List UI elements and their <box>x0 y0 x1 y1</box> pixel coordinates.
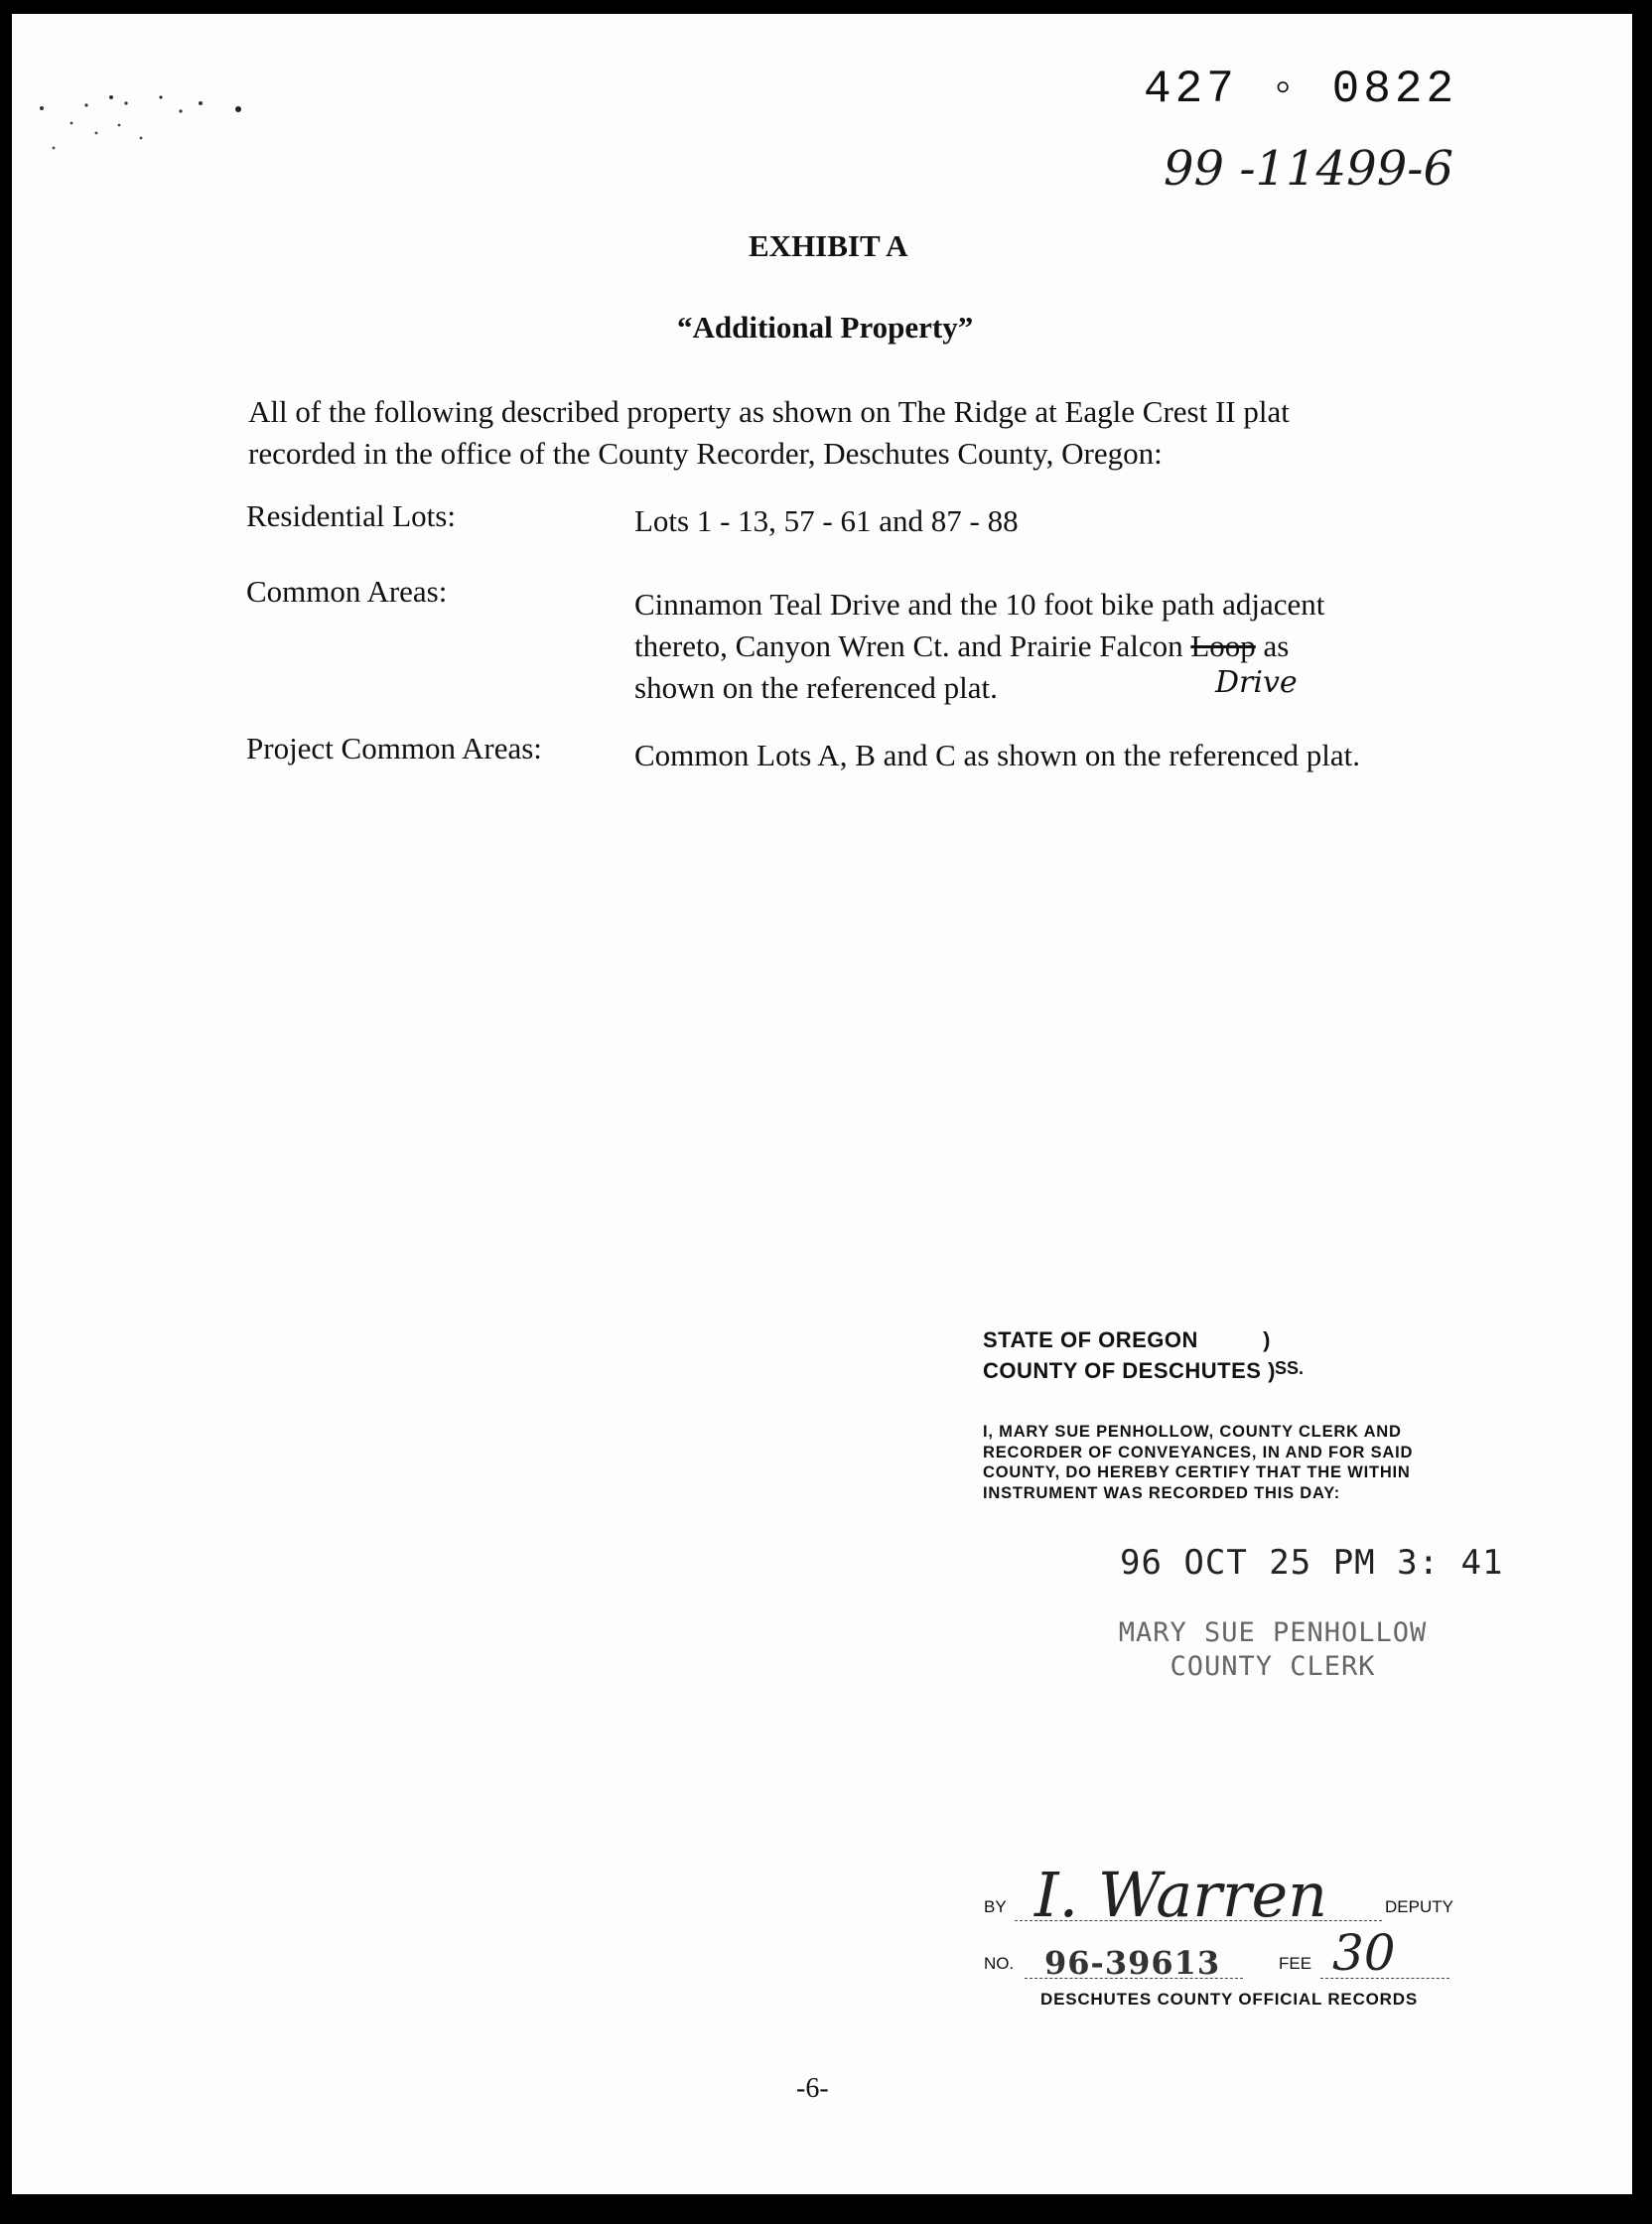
residential-lots-value: Lots 1 - 13, 57 - 61 and 87 - 88 <box>634 503 1019 538</box>
intro-line: All of the following described property as shown on The Ridge at Eagle Crest II plat <box>248 394 1290 429</box>
common-areas-text: thereto, Canyon Wren Ct. and Prairie Falcon <box>634 628 1183 663</box>
exhibit-subtitle: “Additional Property” <box>677 310 974 345</box>
certificate-body <box>983 1422 1413 1503</box>
residential-lots-label: Residential Lots: <box>246 498 456 533</box>
county-text: COUNTY OF DESCHUTES <box>983 1358 1262 1383</box>
project-common-areas-label: Project Common Areas: <box>246 731 542 765</box>
certificate-line: RECORDER OF CONVEYANCES, IN AND FOR SAID <box>983 1443 1414 1461</box>
paren: ) <box>1263 1327 1271 1352</box>
common-areas-line: shown on the referenced plat. <box>634 670 998 705</box>
page-number: -6- <box>796 2073 829 2104</box>
paren: ) <box>1268 1358 1276 1383</box>
common-areas-line: Cinnamon Teal Drive and the 10 foot bike path adjacent <box>634 587 1325 622</box>
fee-label: FEE <box>1279 1954 1312 1973</box>
deputy-label: DEPUTY <box>1385 1897 1453 1916</box>
certificate-line: INSTRUMENT WAS RECORDED THIS DAY: <box>983 1483 1341 1502</box>
handwritten-insertion: Drive <box>1215 665 1298 700</box>
intro-paragraph <box>248 391 1290 475</box>
ss-mark: SS. <box>1275 1358 1305 1378</box>
certificate-line: I, MARY SUE PENHOLLOW, COUNTY CLERK AND <box>983 1423 1402 1441</box>
handwritten-reference-number: 99 -11499-6 <box>1164 141 1454 197</box>
common-areas-line <box>634 626 1324 667</box>
clerk-stamp-title: COUNTY CLERK <box>1170 1651 1376 1682</box>
exhibit-title: EXHIBIT A <box>749 228 908 263</box>
state-text: STATE OF OREGON <box>983 1327 1198 1352</box>
certificate-county <box>983 1355 1276 1386</box>
certificate-line: COUNTY, DO HEREBY CERTIFY THAT THE WITHIN <box>983 1463 1411 1481</box>
by-label: BY <box>984 1897 1007 1916</box>
recording-stamp-number: 427 ◦ 0822 <box>1144 64 1458 115</box>
certificate-state-county <box>983 1324 1276 1386</box>
project-common-areas-value: Common Lots A, B and C as shown on the referenced plat. <box>634 738 1360 772</box>
record-number: 96-39613 <box>1044 1944 1221 1982</box>
clerk-stamp-name: MARY SUE PENHOLLOW <box>1118 1617 1428 1648</box>
document-page <box>12 14 1632 2194</box>
official-records-caption: DESCHUTES COUNTY OFFICIAL RECORDS <box>1040 1990 1418 2009</box>
certificate-state <box>983 1324 1276 1355</box>
common-areas-text: as <box>1263 628 1290 663</box>
record-number-label: NO. <box>984 1954 1015 1973</box>
struck-word: Loop <box>1190 628 1256 663</box>
intro-line: recorded in the office of the County Recorder, Deschutes County, Oregon: <box>248 436 1163 471</box>
common-areas-label: Common Areas: <box>246 574 448 609</box>
scan-specks <box>32 83 260 183</box>
fee-amount: 30 <box>1332 1924 1396 1982</box>
clerk-stamp <box>1104 1616 1442 1684</box>
recorded-date-stamp: 96 OCT 25 PM 3: 41 <box>1120 1543 1504 1583</box>
deputy-signature: I. Warren <box>1034 1859 1328 1931</box>
